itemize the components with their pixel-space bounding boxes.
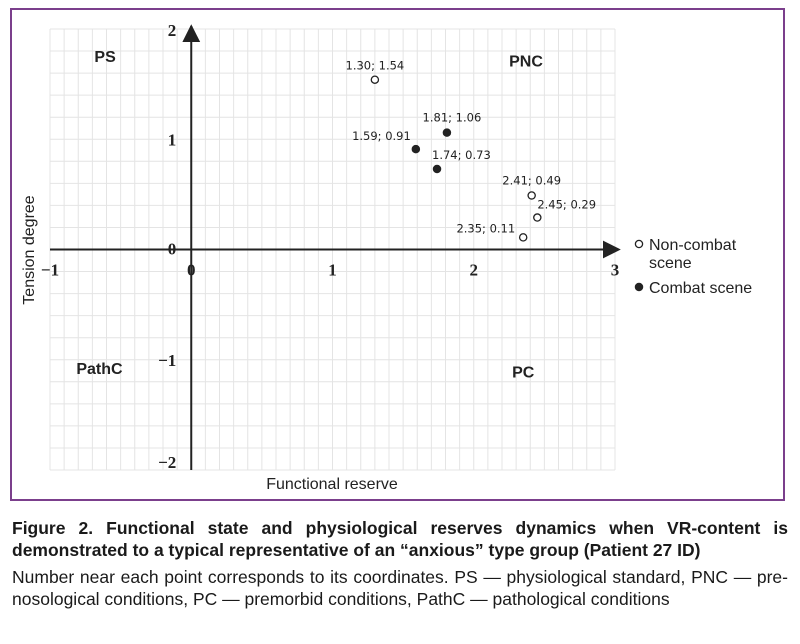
figure-caption-notes: Number near each point corresponds to its coordinates. PS — physiological standard, PNC — pre-nosological conditions, PC — premorbid conditions, PathC — pathological conditions (12, 567, 788, 609)
point-label: 1.30; 1.54 (345, 58, 405, 73)
combat-point (443, 129, 450, 136)
figure-frame (10, 8, 785, 501)
y-axis-title: Tension degree (21, 195, 38, 305)
y-tick-label: 2 (167, 21, 177, 40)
x-axis-title: Functional reserve (266, 476, 398, 493)
legend-non-combat-marker (635, 240, 642, 247)
combat-point (433, 165, 440, 172)
non-combat-point (528, 192, 535, 199)
point-label: 1.74; 0.73 (432, 148, 491, 163)
non-combat-point (520, 234, 527, 241)
legend (635, 237, 752, 297)
y-tick-label: −1 (158, 350, 177, 370)
x-tick-label: 3 (610, 260, 620, 280)
point-label: 2.45; 0.29 (537, 197, 597, 212)
x-tick-label: 2 (469, 260, 478, 280)
non-combat-point (534, 214, 541, 221)
point-label: 1.81; 1.06 (422, 110, 482, 125)
legend-label: Non-combat (649, 237, 737, 254)
combat-point (412, 146, 419, 153)
legend-label: Combat scene (649, 280, 753, 297)
y-tick-label: 1 (167, 130, 177, 150)
region-label: PC (512, 364, 535, 382)
point-label: 2.35; 0.11 (456, 221, 516, 236)
non-combat-point (371, 76, 378, 83)
legend-label: scene (649, 255, 692, 272)
y-tick-label: −2 (158, 453, 177, 472)
x-tick-label: −1 (40, 260, 60, 280)
region-label: PathC (76, 361, 123, 379)
point-label: 1.59; 0.91 (352, 129, 411, 144)
x-tick-label: 0 (187, 260, 196, 280)
y-tick-label: 0 (167, 239, 177, 259)
region-label: PNC (509, 53, 543, 71)
region-label: PS (94, 49, 116, 67)
point-label: 2.41; 0.49 (502, 173, 562, 188)
legend-combat-marker (635, 283, 642, 290)
figure-caption-title: Figure 2. Functional state and physiological reserves dynamics when VR-content is demonstrated to a typical representative of an “anxious” type group (Patient 27 ID) (12, 518, 788, 560)
x-tick-label: 1 (328, 260, 337, 280)
scatter-chart (12, 10, 783, 499)
